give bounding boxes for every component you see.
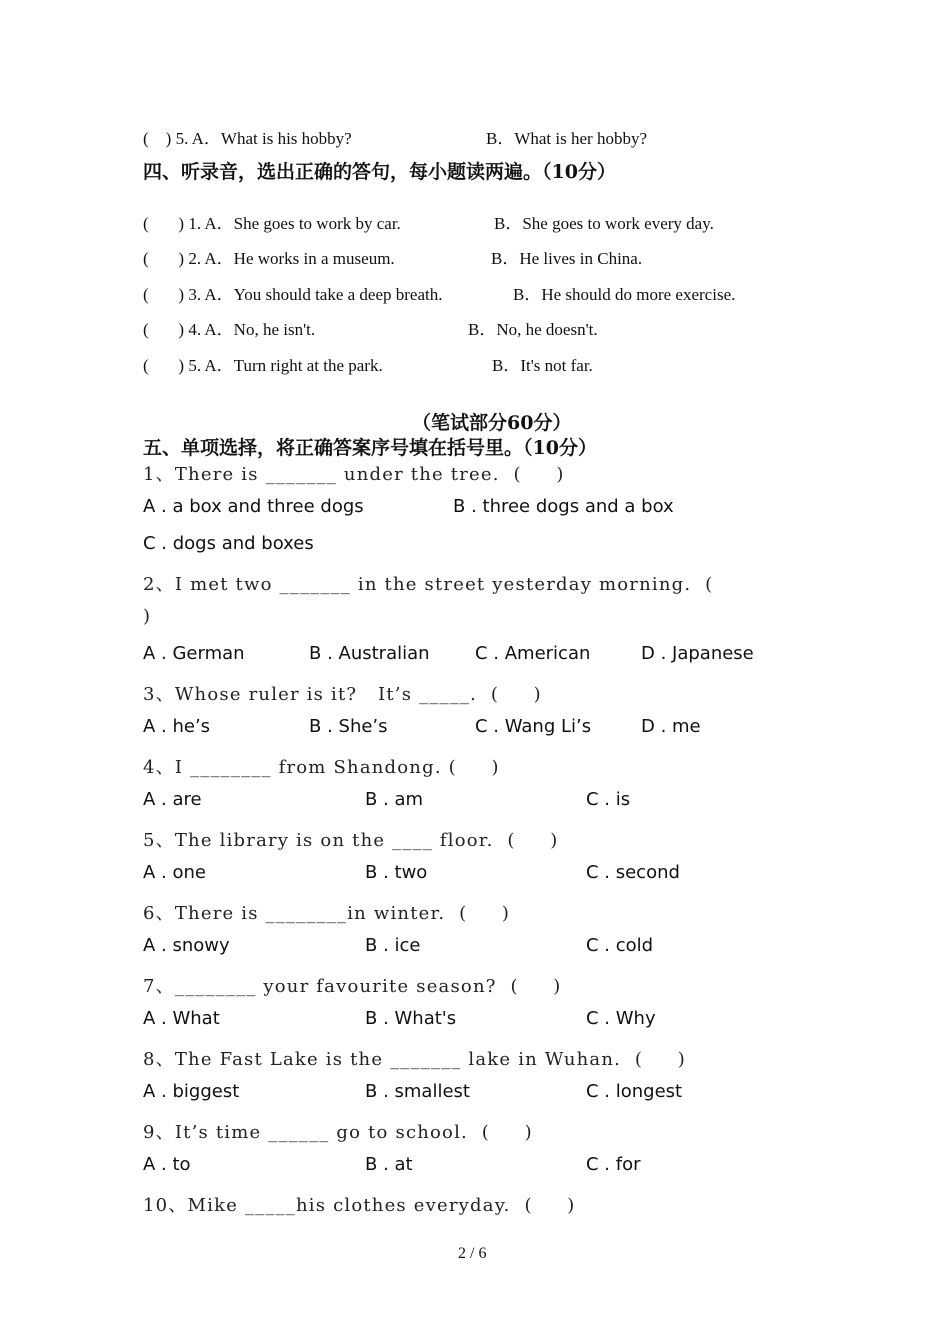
q9-option-b: B . at [365, 1154, 413, 1175]
q4-option-b: B . am [365, 789, 424, 810]
q1-option-a: A . a box and three dogs [143, 496, 364, 517]
q1-option-b: B . three dogs and a box [453, 496, 674, 517]
q2-option-d: D . Japanese [641, 643, 754, 664]
written-part-title: （笔试部分60分） [412, 412, 572, 434]
q6-option-c: C . cold [586, 935, 654, 956]
q7-option-a: A . What [143, 1008, 220, 1029]
q10-stem: 10、Mike _____his clothes everyday. ( ) [143, 1195, 576, 1216]
q3-option-c: C . Wang Li’s [475, 716, 592, 737]
s4-item-4-prefix: ( ) 4. A．No, he isn't. [143, 320, 316, 339]
q5-stem: 5、The library is on the ____ floor. ( ) [143, 830, 559, 851]
q5-option-b: B . two [365, 862, 428, 883]
q1-option-c: C . dogs and boxes [143, 533, 314, 554]
s4-item-3-option-b: B．He should do more exercise. [513, 285, 736, 304]
s4-item-5-prefix: ( ) 5. A．Turn right at the park. [143, 356, 383, 375]
q3-5-option-b: B．What is her hobby? [486, 129, 647, 148]
q3-stem: 3、Whose ruler is it? It’s _____. ( ) [143, 684, 542, 705]
s4-item-5-option-b: B．It's not far. [492, 356, 593, 375]
q5-option-a: A . one [143, 862, 206, 883]
q8-option-c: C . longest [586, 1081, 683, 1102]
q7-option-b: B . What's [365, 1008, 457, 1029]
section5-title: 五、单项选择，将正确答案序号填在括号里。（10分） [143, 437, 597, 459]
q6-option-b: B . ice [365, 935, 421, 956]
q8-option-a: A . biggest [143, 1081, 240, 1102]
s4-item-3-prefix: ( ) 3. A．You should take a deep breath. [143, 285, 443, 304]
q2-option-b: B . Australian [309, 643, 430, 664]
q4-option-a: A . are [143, 789, 202, 810]
q2-option-c: C . American [475, 643, 591, 664]
q2-option-a: A . German [143, 643, 245, 664]
s4-item-2-option-b: B．He lives in China. [491, 249, 643, 268]
q9-option-a: A . to [143, 1154, 191, 1175]
q6-option-a: A . snowy [143, 935, 230, 956]
q3-option-a: A . he’s [143, 716, 211, 737]
s4-item-1-prefix: ( ) 1. A．She goes to work by car. [143, 214, 401, 233]
q5-option-c: C . second [586, 862, 680, 883]
q8-stem: 8、The Fast Lake is the _______ lake in Wuhan. ( ) [143, 1049, 686, 1070]
q8-option-b: B . smallest [365, 1081, 470, 1102]
q1-stem: 1、There is _______ under the tree. ( ) [143, 464, 565, 485]
q2-stem: 2、I met two _______ in the street yesterday morning. ( [143, 574, 714, 595]
q4-option-c: C . is [586, 789, 631, 810]
s4-item-1-option-b: B．She goes to work every day. [494, 214, 714, 233]
q3-option-b: B . She’s [309, 716, 388, 737]
page-number: 2 / 6 [458, 1245, 487, 1262]
q3-5-prefix: ( ) 5. A．What is his hobby? [143, 129, 352, 148]
section4-title: 四、听录音，选出正确的答句，每小题读两遍。（10分） [143, 161, 616, 183]
q2-stem-cont: ) [143, 606, 152, 627]
q9-option-c: C . for [586, 1154, 641, 1175]
q9-stem: 9、It’s time ______ go to school. ( ) [143, 1122, 533, 1143]
s4-item-4-option-b: B．No, he doesn't. [468, 320, 598, 339]
q7-option-c: C . Why [586, 1008, 656, 1029]
q7-stem: 7、________ your favourite season? ( ) [143, 976, 562, 997]
q3-option-d: D . me [641, 716, 701, 737]
q6-stem: 6、There is ________in winter. ( ) [143, 903, 511, 924]
s4-item-2-prefix: ( ) 2. A．He works in a museum. [143, 249, 395, 268]
q4-stem: 4、I ________ from Shandong. ( ) [143, 757, 500, 778]
